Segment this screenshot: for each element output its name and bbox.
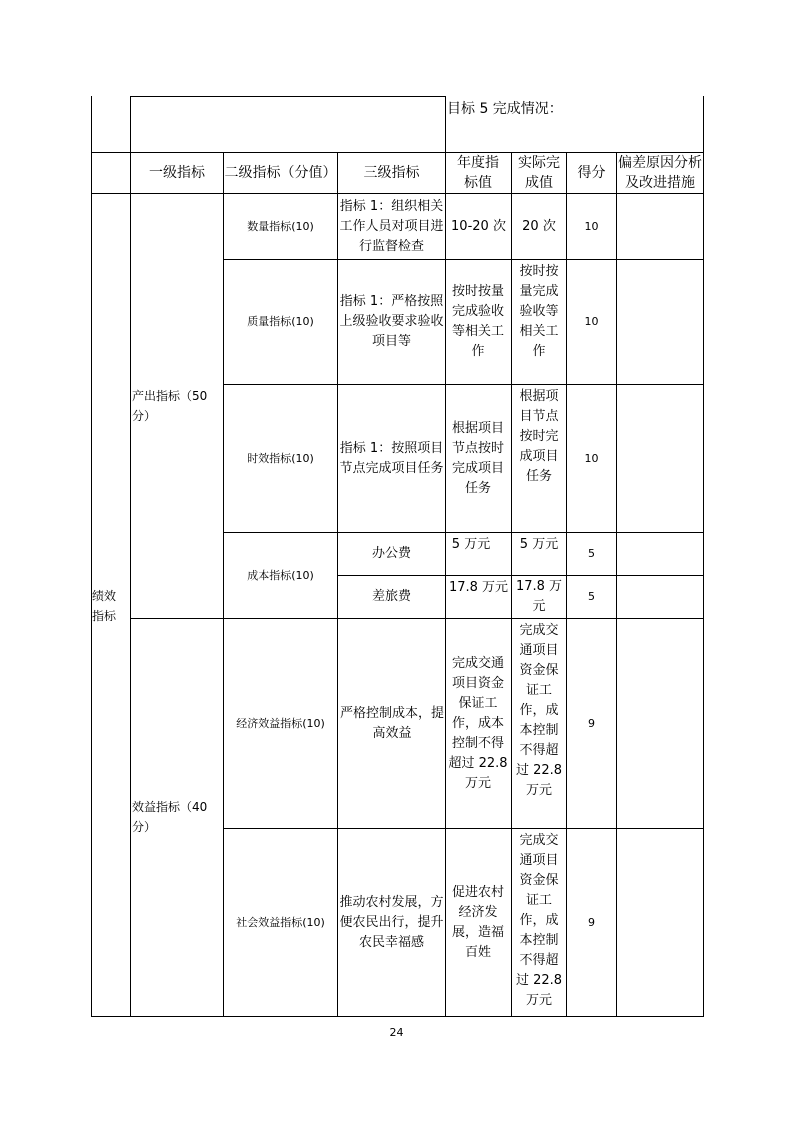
goal-header: 目标 5 完成情况： xyxy=(447,101,563,117)
row-actual: 17.8 万元 xyxy=(515,579,563,614)
row-level2: 数量指标(10) xyxy=(247,219,314,233)
row-deviation xyxy=(617,619,703,828)
row-score: 10 xyxy=(584,451,599,465)
page-number: 24 xyxy=(389,1026,404,1039)
row-level2: 经济效益指标(10) xyxy=(236,716,325,730)
row-level3: 指标 1：按照项目节点完成项目任务 xyxy=(339,440,444,476)
row-level3: 指标 1：严格按照上级验收要求验收项目等 xyxy=(339,294,444,349)
grid-line xyxy=(130,96,446,97)
row-level2: 社会效益指标(10) xyxy=(236,915,325,929)
row-target: 根据项目节点按时完成项目任务 xyxy=(451,420,504,496)
row-level3: 推动农村发展，方便农民出行，提升农民幸福感 xyxy=(339,894,444,950)
row-level3: 指标 1：组织相关工作人员对项目进行监督检查 xyxy=(339,198,444,254)
row-score: 10 xyxy=(584,219,599,233)
header-annual-target: 年度指标值 xyxy=(457,155,499,191)
grid-line xyxy=(91,1016,704,1017)
row-actual: 按时按量完成验收等相关工作 xyxy=(519,264,559,359)
row-deviation xyxy=(617,533,703,575)
row-target: 5 万元 xyxy=(451,537,491,552)
row-target: 促进农村经济发展，造福百姓 xyxy=(451,884,504,960)
row-deviation xyxy=(617,385,703,532)
row-level3: 办公费 xyxy=(371,546,411,561)
row-target: 按时按量完成验收等相关工作 xyxy=(451,284,504,359)
group-benefit: 效益指标（40 分） xyxy=(132,800,208,834)
row-actual: 完成交通项目资金保证工作，成本控制不得超过 22.8 万元 xyxy=(515,623,563,798)
row-target: 完成交通项目资金保证工作，成本控制不得超过 22.8 万元 xyxy=(448,655,508,791)
row-target: 10-20 次 xyxy=(451,218,506,234)
row-deviation xyxy=(617,576,703,618)
row-level3: 差旅费 xyxy=(371,589,411,604)
row-level3: 严格控制成本，提高效益 xyxy=(339,705,444,741)
row-score: 5 xyxy=(588,547,595,560)
group-output: 产出指标（50 分） xyxy=(132,389,208,423)
header-level1: 一级指标 xyxy=(149,165,205,181)
category-label: 绩效指标 xyxy=(92,589,117,623)
header-score: 得分 xyxy=(577,165,606,181)
row-level2: 质量指标(10) xyxy=(247,315,314,328)
header-level3: 三级指标 xyxy=(363,165,420,181)
row-score: 9 xyxy=(588,716,595,730)
grid-line xyxy=(91,96,92,1017)
row-score: 5 xyxy=(588,590,595,603)
row-score: 10 xyxy=(584,315,599,328)
grid-line xyxy=(511,152,512,1017)
row-deviation xyxy=(617,194,703,259)
row-score: 9 xyxy=(588,915,595,929)
row-actual: 5 万元 xyxy=(519,537,559,552)
row-actual: 完成交通项目资金保证工作，成本控制不得超过 22.8 万元 xyxy=(515,833,563,1008)
grid-line xyxy=(130,96,131,1017)
header-level2: 二级指标（分值） xyxy=(224,165,337,181)
row-actual: 20 次 xyxy=(522,218,556,234)
row-deviation xyxy=(617,829,703,1016)
row-deviation xyxy=(617,260,703,384)
grid-line xyxy=(703,96,704,1017)
row-actual: 根据项目节点按时完成项目任务 xyxy=(519,389,559,484)
row-target: 17.8 万元 xyxy=(448,580,509,595)
header-actual: 实际完成值 xyxy=(518,155,560,191)
header-deviation: 偏差原因分析及改进措施 xyxy=(618,155,702,191)
row-level2: 成本指标(10) xyxy=(247,568,314,582)
row-level2: 时效指标(10) xyxy=(247,451,314,465)
